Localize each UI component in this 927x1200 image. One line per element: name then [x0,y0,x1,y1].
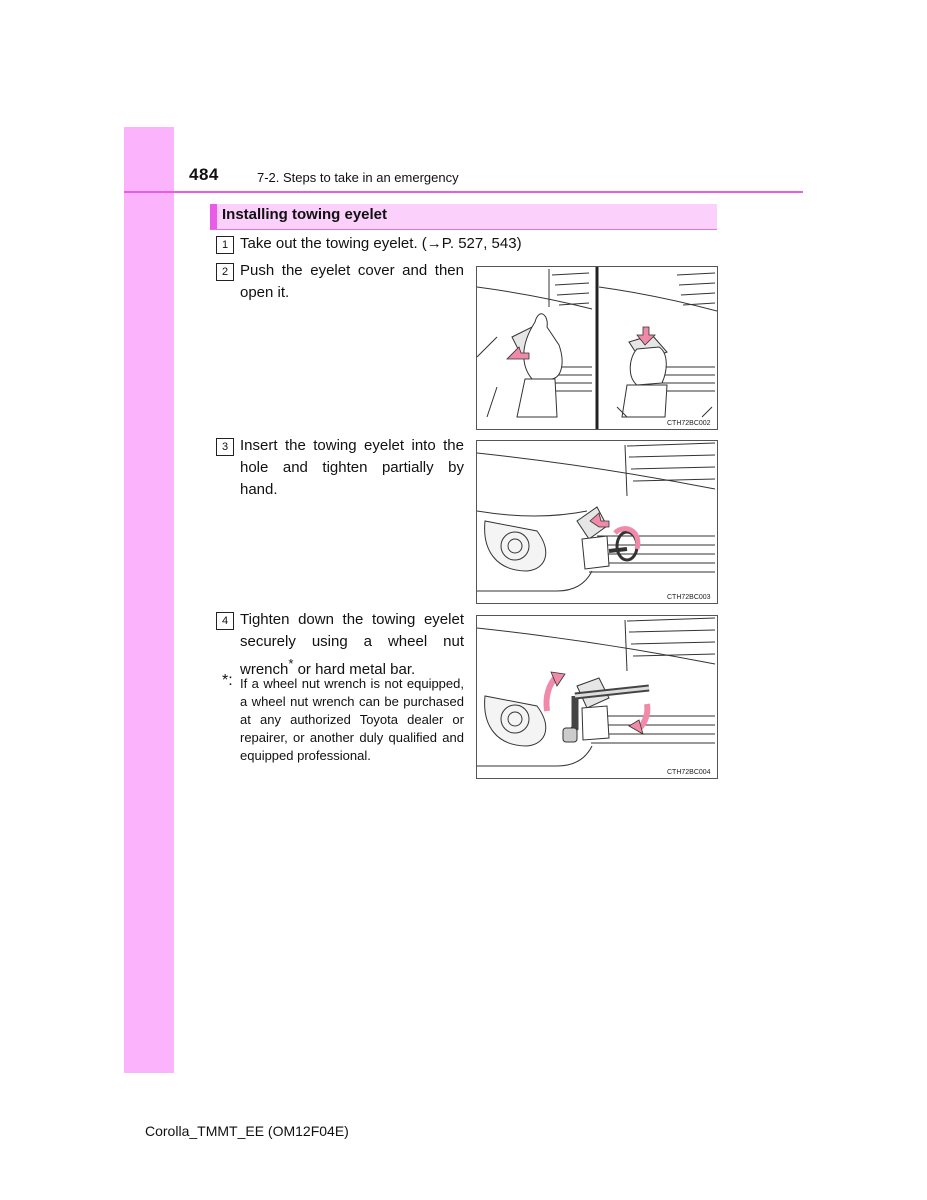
step-4-number: 4 [216,612,234,630]
figure-3-code: CTH72BC004 [667,769,711,776]
figure-insert-eyelet [476,440,718,604]
chapter-side-tab [124,127,174,1073]
footnote-text: If a wheel nut wrench is not equipped, a wheel nut wrench can be purchased at any authorized Toyota dealer or repairer, or another duly qualified and equipped professional. [240,676,464,763]
figure-eyelet-cover [476,266,718,430]
eyelet-cover-illustration [477,267,717,429]
step-3-number: 3 [216,438,234,456]
footer-doc-id: Corolla_TMMT_EE (OM12F04E) [145,1123,349,1139]
figure-tighten-wrench [476,615,718,779]
insert-eyelet-illustration [477,441,717,603]
footnote-star: * [288,656,294,671]
step-2-text: Push the eyelet cover and then open it. [240,262,464,301]
figure-2-code: CTH72BC003 [667,594,711,601]
step-1-page-link[interactable]: P. 527, 543) [441,235,522,252]
header-rule [124,191,803,193]
section-reference: 7-2. Steps to take in an emergency [257,170,459,185]
tighten-wrench-illustration [477,616,717,778]
reference-arrow-icon: → [426,235,442,252]
step-1-text [240,233,560,255]
step-4-text-a: Tighten down the towing eyelet securely using a wheel nut wrench [240,611,464,678]
step-4-text [240,609,464,681]
step-3-text: Insert the towing eyelet into the hole and tighten partially by hand. [240,437,464,498]
page-number: 484 [189,165,219,184]
figure-1-code: CTH72BC002 [667,420,711,427]
note-marker: *: [222,672,233,689]
step-2-number: 2 [216,263,234,281]
section-title: Installing towing eyelet [222,206,388,223]
step-1-text-main: Take out the towing eyelet. ( [240,235,427,252]
step-4-text-b: or hard metal bar. [293,661,416,678]
step-1-number: 1 [216,236,234,254]
